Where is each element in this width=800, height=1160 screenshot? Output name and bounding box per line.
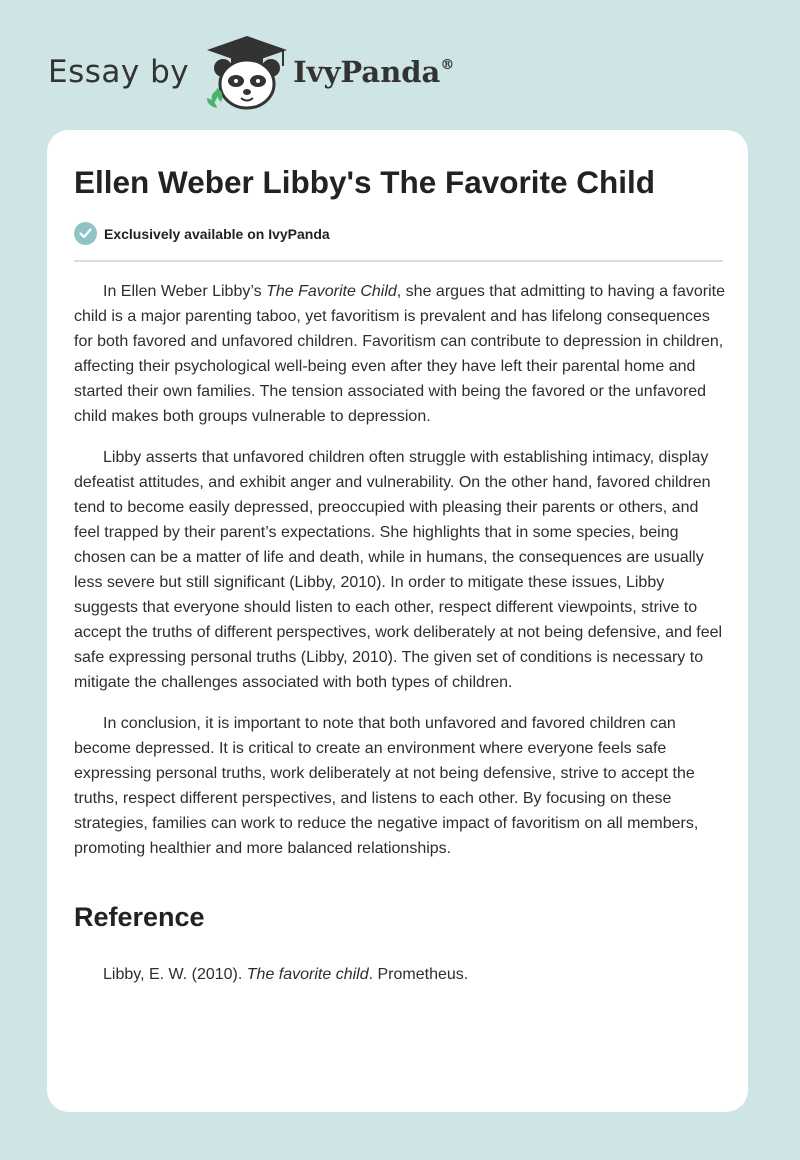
essay-by-label: Essay by [48,54,190,90]
divider [74,260,723,262]
paragraph-3: In conclusion, it is important to note that both unfavored and favored children can become depressed. It is critical to create an environment where everyone feels safe expressing personal truths, work deliberately at not being defensive, strive to accept the truths, respect different perspectives, and listens to each other. By focusing on these strategies, families can work to reduce the negative impact of favoritism on all members, promoting healthier and more balanced relationships. [74,715,699,857]
paragraph-1: In Ellen Weber Libby’s The Favorite Child, she argues that admitting to having a favorite child is a major parenting taboo, yet favoritism is prevalent and has lifelong consequences for both favored and unfavored children. Favoritism can contribute to depression in children, affecting their psychological well-being even after they have left their parental home and started their own families. The tension associated with being the favored or the unfavored child makes both groups vulnerable to depression. [74,283,725,425]
exclusive-badge [74,222,330,245]
exclusive-label: Exclusively available on IvyPanda [104,225,330,242]
panda-logo-icon [203,32,291,112]
check-circle-icon [74,222,97,245]
essay-body [74,279,726,877]
brand-name: IvyPanda® [293,55,455,89]
reference-entry: Libby, E. W. (2010). The favorite child. Prometheus. [103,966,469,983]
site-header [48,32,454,112]
registered-mark: ® [440,57,455,73]
page-title: Ellen Weber Libby's The Favorite Child [74,164,656,200]
paragraph-2: Libby asserts that unfavored children often struggle with establishing intimacy, display defeatist attitudes, and exhibit anger and vulnerability. On the other hand, favored children tend to become easily depressed, preoccupied with pleasing their parents or others, and feel trapped by their parent’s expectations. She highlights that in some species, being chosen can be a matter of life and death, while in humans, the consequences are usually less severe but still significant (Libby, 2010). In order to mitigate these issues, Libby suggests that everyone should listen to each other, respect different viewpoints, strive to accept the truths of different perspectives, work deliberately at not being defensive, and feel safe expressing personal truths (Libby, 2010). The given set of conditions is necessary to mitigate the challenges associated with both types of children. [74,449,723,691]
reference-heading: Reference [74,902,205,932]
essay-card [47,130,748,1112]
book-title: The Favorite Child [266,283,397,300]
